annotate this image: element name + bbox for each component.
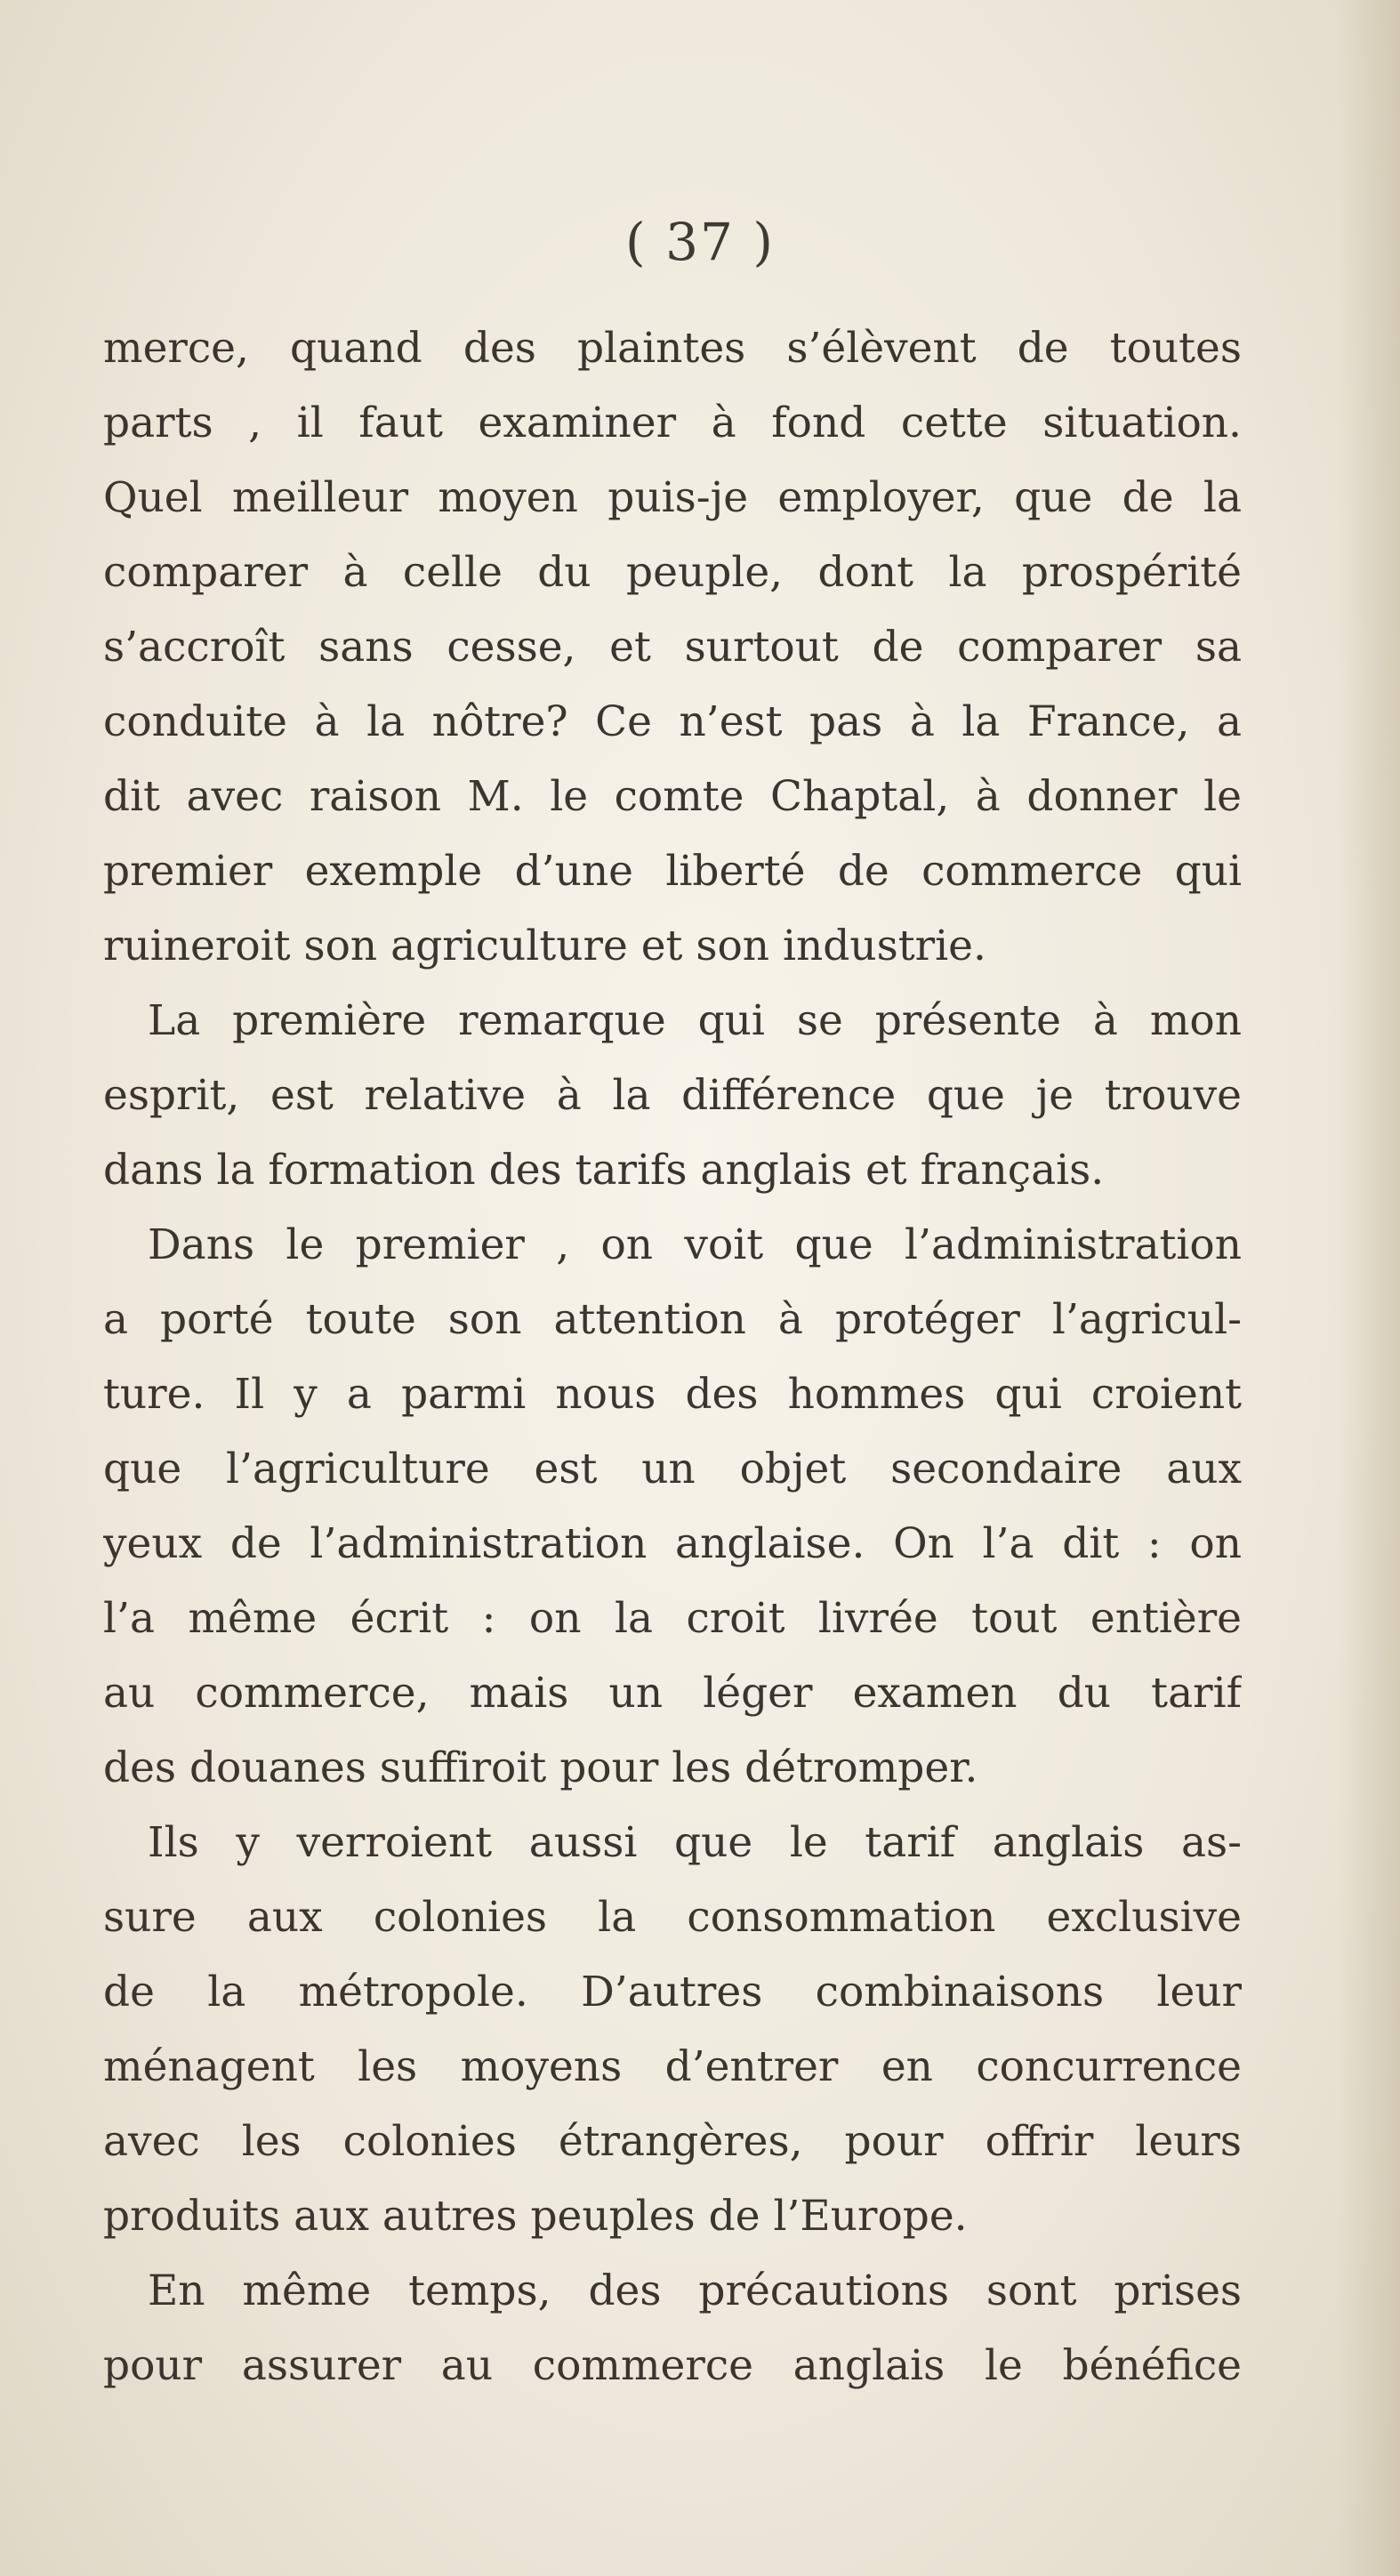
text-line: ruineroit son agriculture et son industrie. [103,922,986,970]
text-line: produits aux autres peuples de l’Europe. [103,2192,968,2241]
text-line: pour assurer au commerce anglais le bénéfice [103,2341,1242,2390]
text-line: de la métropole. D’autres combinaisons leur [103,1968,1242,2017]
text-line: La première remarque qui se présente à mon [148,996,1242,1045]
text-line: Ils y verroient aussi que le tarif anglais as- [148,1818,1242,1867]
text-line: parts , il faut examiner à fond cette situation. [103,398,1242,447]
text-line: au commerce, mais un léger examen du tarif [103,1669,1242,1718]
text-line: conduite à la nôtre? Ce n’est pas à la France, a [103,697,1242,746]
text-line: dans la formation des tarifs anglais et français. [103,1146,1105,1195]
text-line: ture. Il y a parmi nous des hommes qui croient [103,1370,1242,1419]
text-line: avec les colonies étrangères, pour offrir leurs [103,2117,1242,2166]
text-line: Quel meilleur moyen puis-je employer, que de la [103,473,1242,522]
text-line: premier exemple d’une liberté de commerce qui [103,847,1242,896]
text-line: esprit, est relative à la différence que je trouve [103,1071,1242,1120]
body-text [103,311,1242,2403]
text-line: dit avec raison M. le comte Chaptal, à donner le [103,772,1242,821]
text-line: des douanes suffiroit pour les détromper. [103,1743,978,1792]
text-line: Dans le premier , on voit que l’administration [148,1220,1242,1269]
text-line: merce, quand des plaintes s’élèvent de toutes [103,324,1242,373]
text-line: En même temps, des précautions sont prises [148,2266,1242,2315]
page-number: ( 37 ) [625,212,775,272]
text-line: yeux de l’administration anglaise. On l’a dit : on [103,1519,1242,1568]
text-line: sure aux colonies la consommation exclusive [103,1893,1242,1942]
text-line: l’a même écrit : on la croit livrée tout entière [103,1594,1242,1643]
text-line: a porté toute son attention à protéger l’agricul- [103,1295,1242,1344]
text-line: ménagent les moyens d’entrer en concurrence [103,2042,1242,2091]
text-line: s’accroît sans cesse, et surtout de comparer sa [103,623,1242,672]
text-line: que l’agriculture est un objet secondaire aux [103,1445,1242,1493]
text-line: comparer à celle du peuple, dont la prospérité [103,548,1242,597]
